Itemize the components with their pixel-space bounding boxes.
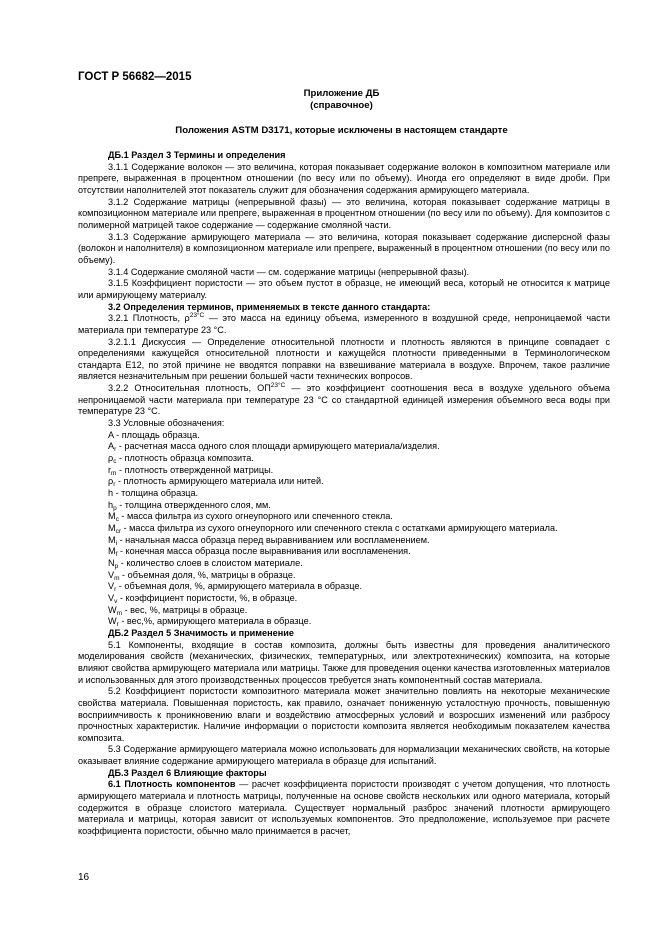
symbol-letter: W	[108, 616, 117, 627]
symbol-letter: W	[108, 604, 117, 615]
text: — это масса на единицу объема, измеренного в воздушной среде, непроницаемой части материала при температуре 23 °С.	[78, 313, 611, 335]
text: 3.2.2 Относительная плотность, ОП	[108, 383, 271, 394]
symbol-subscript: c	[113, 458, 117, 466]
paragraph-5-2: 5.2 Коэффициент пористости композитного материала может значительно повлиять на некоторые механические свойства материала. Повышенная пористость, как правило, означает пониженную усталостную прочность, повышенную восприимчивость к проникновению влаги и воздействию атмосферных условий и возросших изменений или разбросу прочностных характеристик. Наличие информации о пористости композита является необходимым показателем качества композита.	[78, 686, 610, 743]
symbol-description: - расчетная масса одного слоя площади армирующего материала/изделия.	[116, 441, 440, 452]
symbol-letter: N	[108, 557, 115, 568]
symbol-letter: h	[108, 499, 114, 510]
document-body	[78, 150, 610, 838]
page-number: 16	[78, 872, 90, 883]
paragraph-3-1-3: 3.1.3 Содержание армирующего материала — это величина, которая показывает содержание дисперсной фазы (волокон и наполнителя) в композиционном материале или препреге, выраженный в процентном отношении (по весу или по объему).	[78, 231, 610, 265]
symbol-subscript: m	[114, 574, 120, 582]
symbol-description: - количество слоев в слоистом материале.	[118, 557, 303, 568]
symbol-description: - коэффициент пористости, %, в образце.	[117, 592, 298, 603]
symbol-letter: M	[108, 511, 116, 522]
symbol-description: - плотность армирующего материала или нитей.	[115, 476, 324, 487]
symbol-item	[78, 558, 610, 570]
symbol-description: - масса фильтра из сухого огнеупорного или спеченного стекла с остатками армирующего материала.	[121, 523, 558, 533]
appendix-title: Приложение ДБ	[303, 88, 380, 99]
symbol-description: - толщина отвержденного слоя, мм.	[116, 499, 271, 510]
section-3-3-title: 3.3 Условные обозначения:	[108, 418, 225, 429]
section-db2-title: ДБ.2 Раздел 5 Значимость и применение	[108, 627, 294, 638]
text: — это коэффициент соотношения веса в воздухе удельного объема непроницаемой части материала при температуре 23 °С со стандартной единицей измерения объемного веса воды при температуре 23 °С.	[78, 383, 610, 417]
paragraph-3-2-1	[78, 313, 610, 336]
symbol-description: - масса фильтра из сухого огнеупорного или спеченного стекла.	[118, 511, 393, 522]
symbol-item	[78, 546, 610, 558]
symbol-description: - площадь образца.	[113, 429, 200, 440]
symbol-subscript: p	[114, 562, 119, 570]
text: — расчет коэффициента пористости производят с учетом допущения, что плотность армирующего материала и плотность матрицы, полученные на основе свойств нескольких или одного материала, который содержится в образце слоистого материала. Существует нормальный разброс значений плотности армирующего материала и матрицы, которая зависит от используемых компонентов. Это предположение, используемое при расчете коэффициента пористости, обычно мало принимается в расчет,	[78, 779, 610, 837]
symbol-subscript: p	[113, 504, 117, 512]
symbol-letter: A	[108, 441, 115, 452]
paragraph-3-1-1: 3.1.1 Содержание волокон — это величина, которая показывает содержание волокон в композитном материале или препреге, выраженная в процентном отношении (по весу или по объему). Иногда его определяют в виде дроби. При отсутствии наполнителей этот показатель служит для обозначения содержания армирующего материала.	[78, 161, 610, 195]
section-3-2-title: 3.2 Определения терминов, применяемых в тексте данного стандарта:	[108, 301, 431, 312]
text: 3.2.1 Плотность, ρ	[108, 313, 190, 324]
paragraph-5-3: 5.3 Содержание армирующего материала можно использовать для нормализации механических свойств, на которые оказывает влияние содержание армирующего материала в образце для испытаний.	[78, 744, 610, 767]
appendix-subtitle: (справочное)	[310, 100, 373, 111]
symbol-subscript: m	[111, 469, 117, 477]
symbol-item	[78, 605, 610, 617]
symbol-description: - плотность образца композита.	[116, 453, 254, 464]
symbol-subscript: r	[116, 621, 119, 629]
symbol-description: - объемная доля, %, армирующего материала в образце.	[116, 581, 362, 592]
symbol-subscript: r	[113, 481, 116, 489]
symbols-list	[78, 430, 610, 628]
symbol-letter: M	[108, 523, 116, 533]
text: 6.1 Плотность компонентов	[108, 779, 236, 790]
paragraph-5-1: 5.1 Компоненты, входящие в состав композита, должны быть известны для проведения аналитического моделирования свойств (механических, физических, температурных, или электротехнических) композита, на которые влияют свойства армирующего материала или матрицы. Также для проведения оценки качества изготовленных материалов и использованных для этого производственных процессов требуется знать компонентный состав материала.	[78, 639, 610, 685]
symbol-description: - вес, %, матрицы в образце.	[122, 604, 248, 615]
symbol-letter: M	[108, 546, 116, 557]
symbol-description: - вес,%, армирующего материала в образце.	[118, 616, 312, 627]
symbol-subscript: v	[114, 597, 118, 605]
symbol-item	[78, 616, 610, 628]
symbol-description: - плотность отвержденной матрицы.	[116, 464, 274, 475]
symbol-letter: r	[108, 464, 112, 475]
symbol-item	[78, 535, 610, 547]
symbol-item	[78, 511, 610, 523]
section-db3-title: ДБ.3 Раздел 6 Влияющие факторы	[108, 767, 267, 778]
symbol-letter: ρ	[108, 476, 114, 487]
symbol-description: - толщина образца.	[113, 488, 199, 499]
symbol-letter: V	[108, 592, 115, 603]
paragraph-3-1-5: 3.1.5 Коэффициент пористости — это объем пустот в образце, не имеющий веса, который не относится к матрице или армирующему материалу.	[78, 278, 610, 300]
appendix-heading: Положения ASTM D3171, которые исключены в настоящем стандарте	[175, 125, 508, 136]
symbol-letter: ρ	[108, 453, 114, 464]
section-db1-title: ДБ.1 Раздел 3 Термины и определения	[108, 150, 286, 160]
paragraph-6-1	[78, 779, 610, 837]
symbol-item	[78, 581, 610, 593]
symbol-letter: V	[108, 581, 115, 592]
symbol-item	[78, 441, 610, 453]
symbol-item	[78, 453, 610, 465]
symbol-subscript: m	[116, 609, 123, 617]
symbol-item	[78, 465, 610, 477]
paragraph-3-1-4: 3.1.4 Содержание смоляной части — см. содержание матрицы (непрерывной фазы).	[108, 266, 470, 277]
paragraph-3-1-2: 3.1.2 Содержание матрицы (непрерывной фазы) — это величина, которая показывает содержание матрицы в композиционном материале или препреге, выраженная в процентном отношении (по весу или по объему). Для композитов с полимерной матрицей такое содержание — содержание смоляной части.	[78, 196, 610, 230]
paragraph-3-2-2	[78, 383, 610, 418]
symbol-subscript: f	[115, 551, 118, 559]
symbol-subscript: r	[114, 586, 117, 594]
standard-header: ГОСТ Р 56682—2015	[78, 71, 192, 83]
symbol-subscript: i	[115, 539, 118, 547]
symbol-item	[78, 593, 610, 605]
symbol-letter: A	[108, 429, 114, 440]
symbol-item	[78, 430, 610, 442]
symbol-item	[78, 488, 610, 500]
paragraph-3-2-1-1: 3.2.1.1 Дискуссия — Определение относительной плотности и плотность являются в принципе совпадает с определениями кажущейся относительной плотности и кажущейся плотности приведенными в Терминологическом стандарта Е12, по этой причине не вводятся поправки на взвешивание материала в воздухе. Впрочем, такое различие является незначительным при решении большей части технических вопросов.	[78, 336, 610, 382]
symbol-description: - объемная доля, %, матрицы в образце.	[119, 569, 296, 580]
symbol-subscript: cr	[115, 528, 122, 535]
symbol-item	[78, 476, 610, 488]
symbol-letter: h	[108, 488, 114, 499]
symbol-description: - конечная масса образца после выравнивания или воспламенения.	[117, 546, 411, 557]
superscript: 23°C	[270, 382, 286, 390]
symbol-letter: V	[108, 569, 115, 580]
symbol-item	[78, 570, 610, 582]
symbol-letter: M	[108, 534, 116, 545]
symbol-description: - начальная масса образца перед выравниванием или воспламенением.	[117, 534, 430, 545]
symbol-subscript: c	[115, 516, 119, 524]
superscript: 23°C	[189, 312, 205, 320]
symbol-subscript: r	[114, 446, 117, 454]
symbol-item	[78, 523, 610, 535]
symbol-item	[78, 500, 610, 512]
